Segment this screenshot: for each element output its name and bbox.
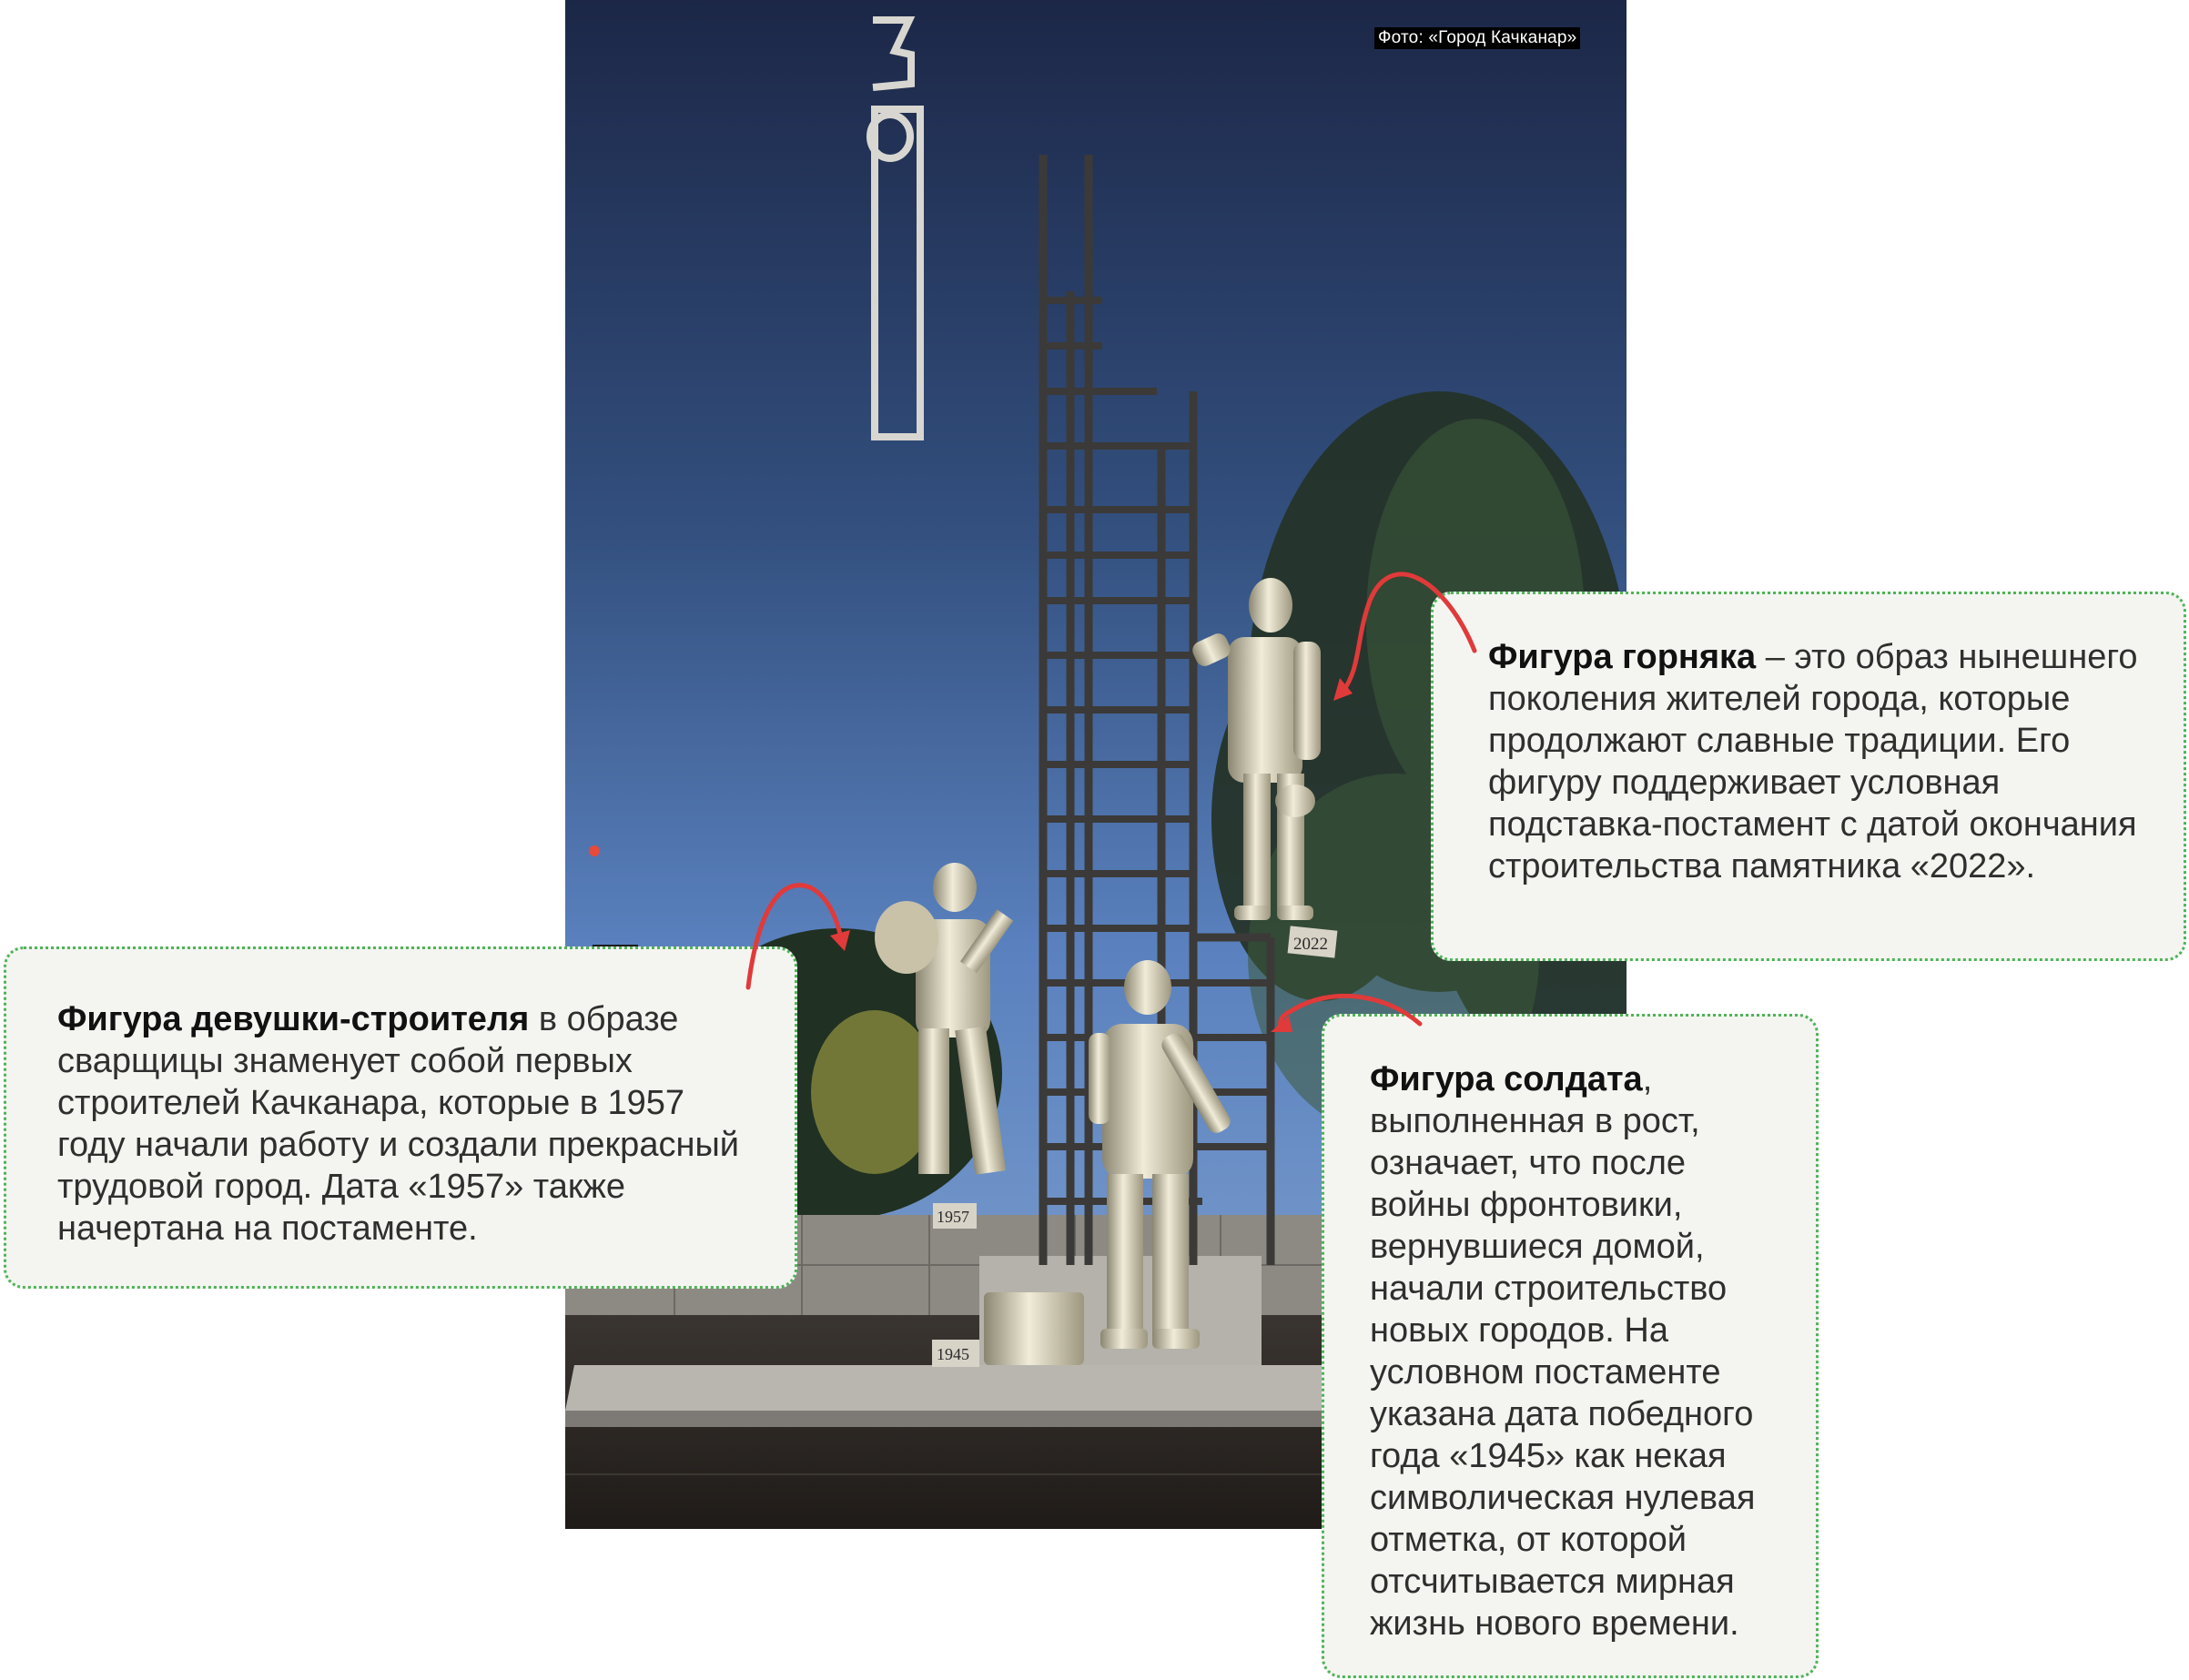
callout-miner xyxy=(1431,592,2186,961)
callout-miner-text: – это образ нынешнего поколения жителей города, которые продолжают славные традиции. Его фигуру поддерживает условная подставка-постамент с датой окончания строительства памятника «2022». xyxy=(1488,638,2138,886)
callout-girl-title: Фигура девушки-строителя xyxy=(57,1000,530,1038)
callout-girl-builder xyxy=(4,946,797,1289)
photo-credit: Фото: «Город Качканар» xyxy=(1374,27,1580,49)
callout-soldier-text: , выполненная в рост, означает, что после войны фронтовики, вернувшиеся домой, начали строительство новых городов. На условном постаменте указана дата победного года «1945» как некая символическая нулевая отметка, от которой отсчитывается мирная жизнь нового времени. xyxy=(1370,1060,1756,1643)
plaque-2022: 2022 xyxy=(1293,935,1328,954)
callout-soldier-title: Фигура солдата xyxy=(1370,1060,1643,1098)
callout-girl-text: в образе сварщицы знаменует собой первых строителей Качканара, которые в 1957 году начали работу и создали прекрасный трудовой город. Дата «1957» также начертана на постаменте. xyxy=(57,1000,739,1248)
plaque-1945: 1945 xyxy=(937,1345,969,1363)
callout-miner-title: Фигура горняка xyxy=(1488,638,1757,676)
plaque-1957: 1957 xyxy=(937,1208,969,1226)
callout-soldier xyxy=(1322,1014,1819,1678)
